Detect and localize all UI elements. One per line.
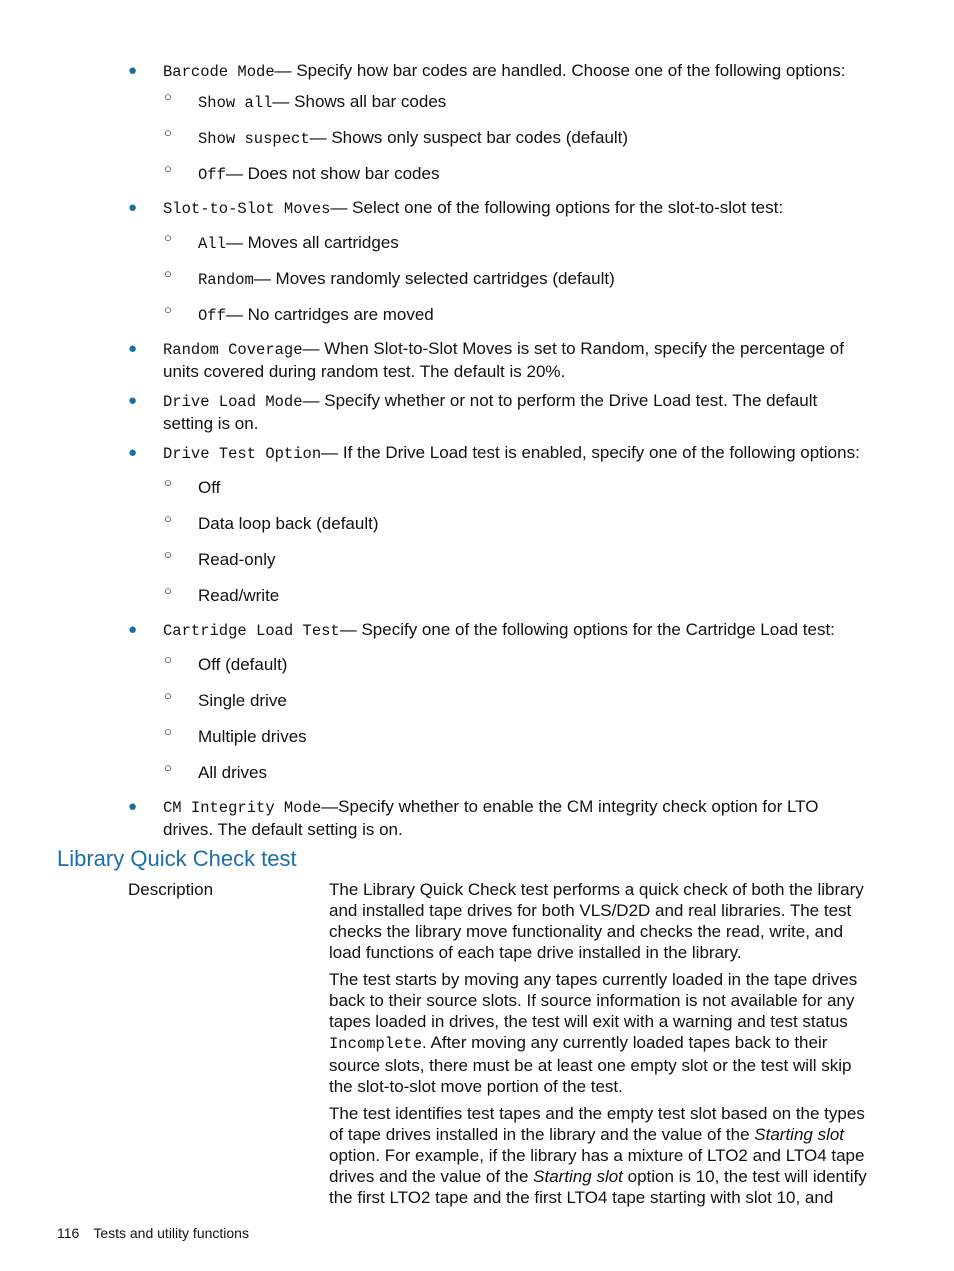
circle-bullet-icon: ○ [164, 230, 172, 245]
paragraph: The Library Quick Check test performs a quick check of both the library and installed tape drives for both VLS/D2D and real libraries. The test checks the library move functionality and checks the read, write, and load functions of each tape drive installed in the library. [329, 880, 864, 962]
sub-option-text: — Moves randomly selected cartridges (default) [253, 269, 615, 288]
sub-option-text: All drives [198, 763, 267, 782]
list-item [0, 338, 954, 382]
sub-item [0, 304, 954, 340]
chapter-title: Tests and utility functions [93, 1225, 249, 1241]
status-code: Incomplete [329, 1035, 423, 1053]
sub-option-text: — Shows all bar codes [272, 92, 447, 111]
sub-option-text: — Moves all cartridges [225, 233, 399, 252]
sub-option-name: Show suspect [198, 130, 310, 148]
bullet-icon: ● [128, 62, 138, 79]
paragraph: The test starts by moving any tapes currently loaded in the tape drives back to their source slots. If source information is not available for any tapes loaded in drives, the test will exit with a warning and test status Incomplete. After moving any currently loaded tapes back to their source slots, there must be at least one empty slot or the test will skip the slot-to-slot move portion of the test. [329, 970, 858, 1096]
circle-bullet-icon: ○ [164, 547, 172, 562]
paragraph: The test identifies test tapes and the empty test slot based on the types of tape drives installed in the library and the value of the Starting slot option. For example, if the library has a mixture of LTO2 and LTO4 tape drives and the value of the Starting slot option is 10, the test will identify the first LTO2 tape and the first LTO4 tape starting with slot 10, and [329, 1104, 867, 1207]
description-body [329, 879, 874, 1214]
option-description: — Specify whether or not to perform the Drive Load test. The default setting is on. [163, 391, 818, 433]
circle-bullet-icon: ○ [164, 89, 172, 104]
description-label: Description [128, 880, 214, 899]
bullet-icon: ● [128, 199, 138, 216]
page-footer [57, 1223, 263, 1244]
options-list [0, 60, 954, 840]
sub-option-text: Multiple drives [198, 727, 307, 746]
option-name: Slot-to-Slot Moves [163, 200, 331, 218]
option-description: — If the Drive Load test is enabled, specify one of the following options: [321, 443, 860, 462]
circle-bullet-icon: ○ [164, 652, 172, 667]
option-name: Barcode Mode [163, 63, 275, 81]
sub-option-text: — No cartridges are moved [225, 305, 434, 324]
sub-item [0, 654, 954, 690]
option-description: — Select one of the following options for the slot-to-slot test: [330, 198, 784, 217]
sub-option-name: Random [198, 271, 254, 289]
sub-option-text: — Shows only suspect bar codes (default) [309, 128, 629, 147]
sub-option-text: Single drive [198, 691, 287, 710]
sub-item [0, 127, 954, 163]
sub-option-name: Off [198, 307, 226, 325]
sub-item [0, 690, 954, 726]
bullet-icon: ● [128, 392, 138, 409]
sub-option-text: Read/write [198, 586, 280, 605]
circle-bullet-icon: ○ [164, 161, 172, 176]
sub-item [0, 477, 954, 513]
circle-bullet-icon: ○ [164, 724, 172, 739]
circle-bullet-icon: ○ [164, 266, 172, 281]
circle-bullet-icon: ○ [164, 475, 172, 490]
list-item [0, 619, 954, 642]
circle-bullet-icon: ○ [164, 760, 172, 775]
sub-item [0, 232, 954, 268]
sub-item [0, 513, 954, 549]
circle-bullet-icon: ○ [164, 302, 172, 317]
circle-bullet-icon: ○ [164, 511, 172, 526]
sub-item [0, 762, 954, 798]
circle-bullet-icon: ○ [164, 583, 172, 598]
bullet-icon: ● [128, 621, 138, 638]
sub-option-text: — Does not show bar codes [225, 164, 440, 183]
option-description: — Specify one of the following options for the Cartridge Load test: [339, 620, 835, 639]
option-name: Drive Test Option [163, 445, 322, 463]
sub-option-text: Data loop back (default) [198, 514, 379, 533]
circle-bullet-icon: ○ [164, 125, 172, 140]
list-item [0, 197, 954, 220]
bullet-icon: ● [128, 444, 138, 461]
sub-option-name: Off [198, 166, 226, 184]
option-name: Random Coverage [163, 341, 303, 359]
sub-option-name: Show all [198, 94, 273, 112]
page-number: 116 [57, 1225, 80, 1241]
list-item [0, 796, 954, 840]
sub-option-name: All [198, 235, 226, 253]
sub-item [0, 91, 954, 127]
bullet-icon: ● [128, 798, 138, 815]
sub-item [0, 726, 954, 762]
list-item [0, 60, 954, 83]
sub-item [0, 268, 954, 304]
bullet-icon: ● [128, 340, 138, 357]
option-description: —Specify whether to enable the CM integrity check option for LTO drives. The default setting is on. [163, 797, 819, 839]
sub-option-text: Off (default) [198, 655, 288, 674]
option-name: Cartridge Load Test [163, 622, 340, 640]
sub-item [0, 549, 954, 585]
sub-item [0, 585, 954, 621]
option-name: CM Integrity Mode [163, 799, 322, 817]
option-reference: Starting slot [533, 1167, 623, 1186]
sub-option-text: Off [198, 478, 221, 497]
sub-item [0, 163, 954, 199]
option-name: Drive Load Mode [163, 393, 303, 411]
option-reference: Starting slot [754, 1125, 845, 1144]
sub-option-text: Read-only [198, 550, 276, 569]
circle-bullet-icon: ○ [164, 688, 172, 703]
section-heading: Library Quick Check test [57, 846, 297, 871]
list-item [0, 442, 954, 465]
list-item [0, 390, 954, 434]
option-description: — Specify how bar codes are handled. Choose one of the following options: [274, 61, 846, 80]
option-description: — When Slot-to-Slot Moves is set to Random, specify the percentage of units covered during random test. The default is 20%. [163, 339, 844, 381]
